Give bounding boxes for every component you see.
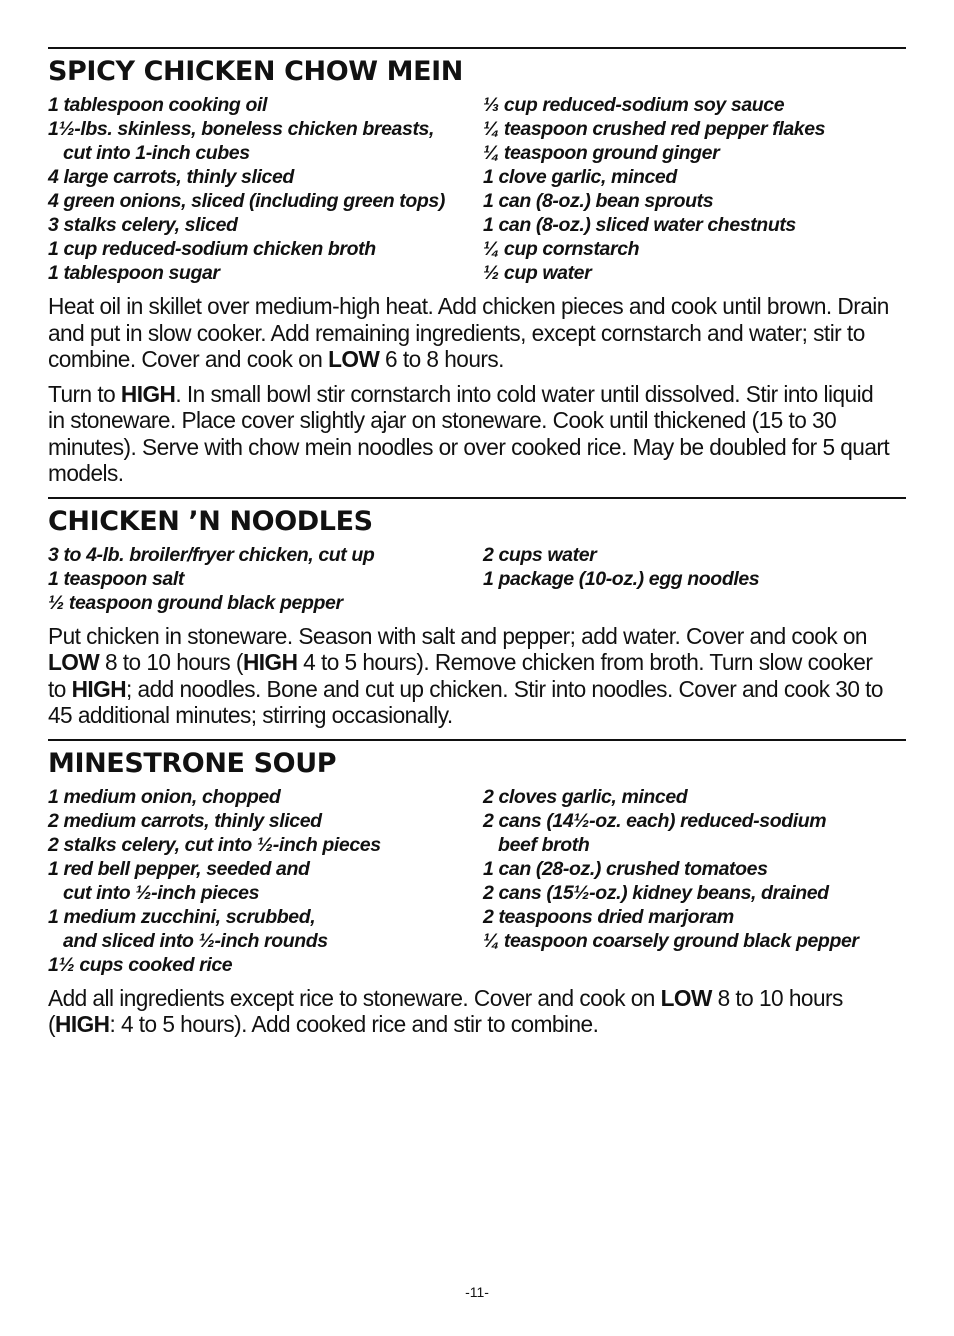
instruction-text: Turn to	[48, 380, 121, 407]
instruction-text: ; add noodles. Bone and cut up chicken. Stir into noodles. Cover and cook 30 to 45 additional minutes; stirring occasionally.	[48, 675, 884, 728]
ingredient-line: 1½ cups cooked rice	[48, 953, 233, 976]
recipe-page	[48, 47, 906, 1038]
ingredient-line: 1 medium onion, chopped	[48, 785, 281, 808]
instruction-text: Put chicken in stoneware. Season with salt and pepper; add water. Cover and cook on	[48, 622, 867, 649]
ingredient-line: 1 medium zucchini, scrubbed,	[48, 905, 316, 928]
ingredient-line: 1 teaspoon salt	[48, 567, 184, 590]
ingredient-line: 1 package (10-oz.) egg noodles	[483, 567, 760, 590]
ingredient-line: ¼ cup cornstarch	[483, 238, 640, 260]
ingredient-line: 2 stalks celery, cut into ½-inch pieces	[48, 833, 381, 856]
ingredient-line: ⅓ cup reduced-sodium soy sauce	[483, 94, 785, 116]
ingredient-line: 1 red bell pepper, seeded and	[48, 857, 310, 880]
ingredient-line: 2 cans (15½-oz.) kidney beans, drained	[483, 881, 829, 904]
instruction-text: 8 to 10 hours (	[48, 984, 843, 1037]
recipe-spicy-chicken-chow-mein	[48, 47, 906, 487]
heat-setting: HIGH	[242, 649, 298, 675]
instruction-paragraph	[48, 985, 895, 1038]
ingredient-line: ¼ teaspoon crushed red pepper flakes	[483, 118, 826, 140]
ingredient-line: 1 can (28-oz.) crushed tomatoes	[483, 857, 768, 880]
instruction-text: Add all ingredients except rice to stoneware. Cover and cook on	[48, 984, 661, 1011]
page-number: -11-	[465, 1284, 489, 1300]
ingredient-line: 2 cups water	[483, 543, 597, 566]
recipe-title: MINESTRONE SOUP	[48, 747, 337, 779]
heat-setting: HIGH	[120, 380, 176, 407]
instruction-paragraph	[48, 293, 895, 373]
ingredient-line: 2 cans (14½-oz. each) reduced-sodium	[483, 809, 827, 832]
ingredient-line: beef broth	[483, 833, 590, 856]
heat-setting: LOW	[328, 346, 380, 372]
ingredient-column-left	[48, 93, 483, 285]
ingredient-line: 3 stalks celery, sliced	[48, 214, 238, 236]
ingredient-line: 3 to 4-lb. broiler/fryer chicken, cut up	[48, 543, 375, 566]
ingredient-list	[48, 93, 906, 285]
ingredient-line: cut into ½-inch pieces	[48, 881, 260, 904]
recipe-minestrone-soup	[48, 739, 906, 1038]
ingredient-line: and sliced into ½-inch rounds	[48, 929, 328, 952]
instruction-text: 6 to 8 hours.	[379, 346, 504, 372]
ingredient-line: 1 can (8-oz.) sliced water chestnuts	[483, 214, 796, 236]
ingredient-line: ½ teaspoon ground black pepper	[48, 591, 343, 614]
instruction-text: 4 to 5 hours). Remove chicken from broth. Turn slow cooker to	[48, 649, 873, 702]
ingredient-line: ¼ teaspoon ground ginger	[483, 142, 720, 164]
ingredient-line: 1 clove garlic, minced	[483, 166, 677, 188]
instruction-text: Heat oil in skillet over medium-high heat. Add chicken pieces and cook until brown. Drain and put in slow cooker. Add remaining ingredients, except cornstarch and water; stir to combine. Cover and cook on	[48, 293, 889, 372]
instruction-text: 8 to 10 hours (	[99, 649, 243, 675]
instruction-paragraph	[48, 623, 895, 729]
ingredient-line: 1 tablespoon sugar	[48, 262, 220, 284]
heat-setting: LOW	[48, 649, 100, 675]
ingredient-line: ¼ teaspoon coarsely ground black pepper	[483, 929, 859, 952]
ingredient-column-left	[48, 785, 483, 977]
recipe-chicken-n-noodles	[48, 497, 906, 729]
ingredient-line: 4 large carrots, thinly sliced	[48, 166, 294, 188]
ingredient-column-right	[483, 785, 906, 977]
ingredient-line: 1½-lbs. skinless, boneless chicken breasts,	[48, 118, 434, 140]
recipe-title: CHICKEN ’N NOODLES	[48, 505, 373, 537]
ingredient-column-right	[483, 93, 906, 285]
ingredient-line: 2 cloves garlic, minced	[483, 785, 688, 808]
ingredient-line: 1 can (8-oz.) bean sprouts	[483, 190, 714, 212]
heat-setting: HIGH	[71, 675, 127, 702]
heat-setting: HIGH	[55, 1011, 110, 1037]
ingredient-line: 1 cup reduced-sodium chicken broth	[48, 238, 376, 260]
ingredient-line: ½ cup water	[483, 262, 592, 284]
recipe-title: SPICY CHICKEN CHOW MEIN	[48, 56, 463, 87]
ingredient-list	[48, 785, 906, 977]
ingredient-line: 2 medium carrots, thinly sliced	[48, 809, 322, 832]
instruction-text: : 4 to 5 hours). Add cooked rice and stir to combine.	[109, 1011, 599, 1037]
ingredient-line: 4 green onions, sliced (including green tops)	[48, 190, 445, 212]
ingredient-column-left	[48, 543, 483, 615]
instruction-text: . In small bowl stir cornstarch into cold water until dissolved. Stir into liquid in stoneware. Place cover slightly ajar on stoneware. Cook until thickened (15 to 30 minutes). Serve with chow mein noodles or over cooked rice. May be doubled for 5 quart models.	[48, 380, 890, 486]
ingredient-line: 1 tablespoon cooking oil	[48, 94, 268, 116]
ingredient-list	[48, 543, 906, 615]
ingredient-line: cut into 1-inch cubes	[48, 142, 250, 164]
instruction-paragraph	[48, 381, 895, 487]
ingredient-column-right	[483, 543, 906, 615]
ingredient-line: 2 teaspoons dried marjoram	[483, 905, 734, 928]
heat-setting: LOW	[660, 984, 712, 1011]
